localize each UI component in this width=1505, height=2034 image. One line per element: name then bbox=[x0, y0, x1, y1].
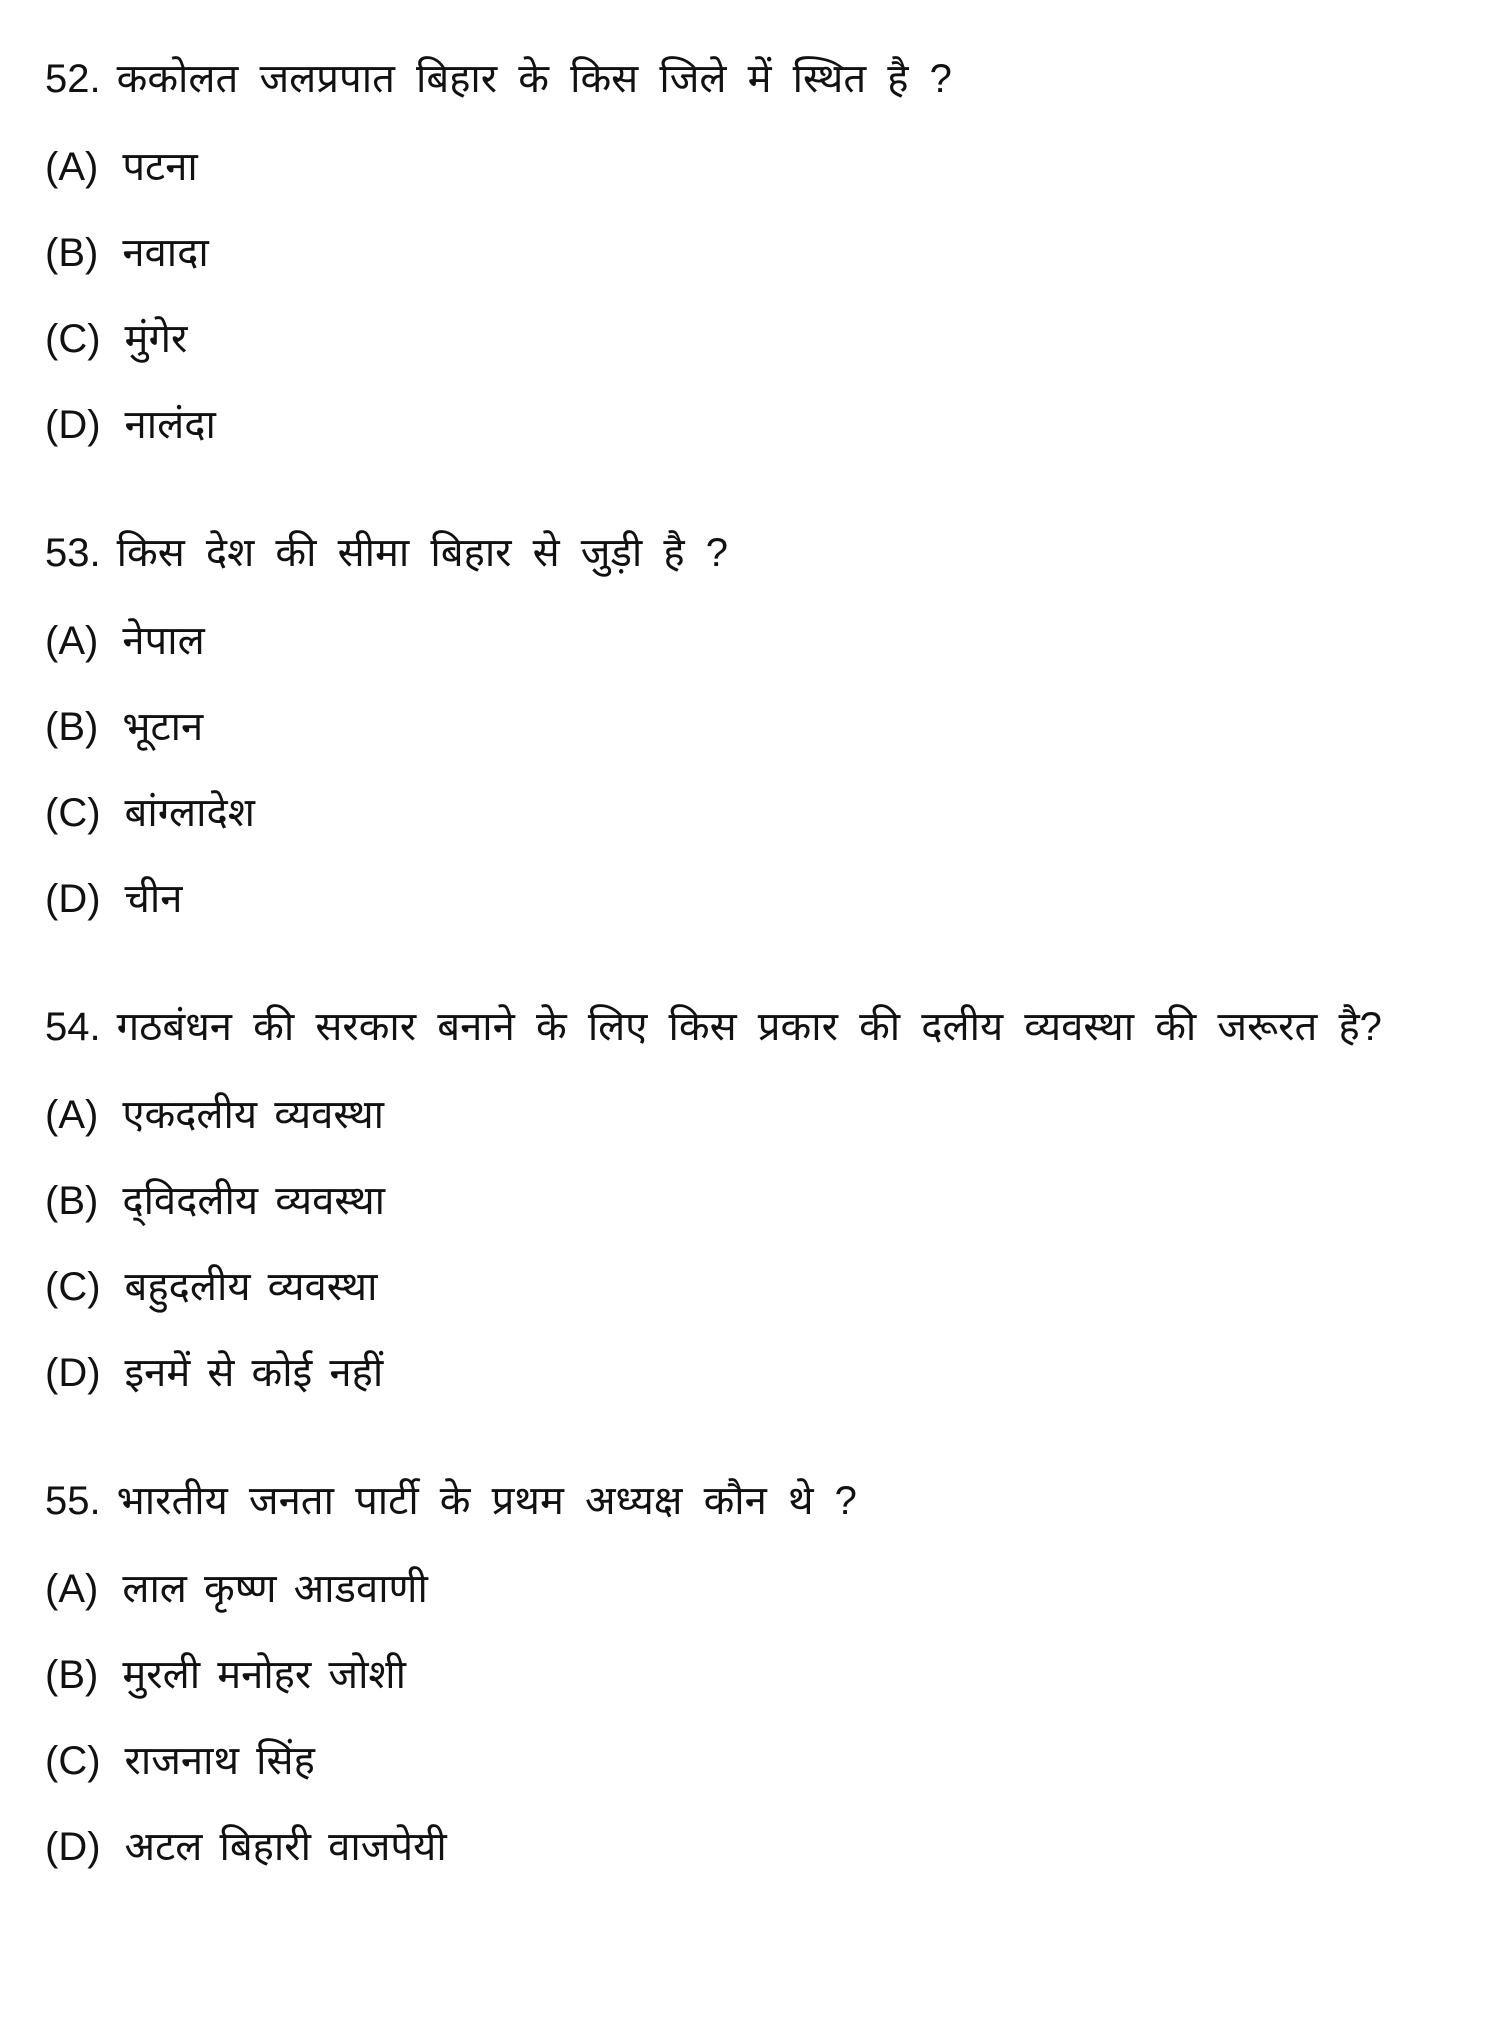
option-text: मुंगेर bbox=[124, 317, 188, 361]
option-label: (A) bbox=[45, 1093, 99, 1137]
question-block-54 bbox=[45, 1004, 1465, 1396]
option-text: राजनाथ सिंह bbox=[124, 1739, 315, 1783]
option-label: (D) bbox=[45, 403, 101, 447]
question-block-53 bbox=[45, 530, 1465, 922]
option-row bbox=[45, 1178, 1465, 1224]
option-row bbox=[45, 1652, 1465, 1698]
option-label: (A) bbox=[45, 145, 99, 189]
option-label: (D) bbox=[45, 877, 101, 921]
option-row bbox=[45, 704, 1465, 750]
option-row bbox=[45, 1738, 1465, 1784]
option-text: भूटान bbox=[122, 705, 204, 749]
option-text: चीन bbox=[124, 877, 183, 921]
option-row bbox=[45, 1824, 1465, 1870]
option-text: नालंदा bbox=[124, 403, 216, 447]
option-label: (B) bbox=[45, 231, 99, 275]
option-label: (D) bbox=[45, 1825, 101, 1869]
question-number: 53. bbox=[45, 531, 101, 575]
option-label: (D) bbox=[45, 1351, 101, 1395]
option-row bbox=[45, 1350, 1465, 1396]
option-row bbox=[45, 876, 1465, 922]
question-block-55 bbox=[45, 1478, 1465, 1870]
option-text: नेपाल bbox=[122, 619, 205, 663]
question-block-52 bbox=[45, 56, 1465, 448]
option-label: (C) bbox=[45, 1265, 101, 1309]
option-label: (C) bbox=[45, 317, 101, 361]
option-row bbox=[45, 402, 1465, 448]
option-row bbox=[45, 1092, 1465, 1138]
question-text: गठबंधन की सरकार बनाने के लिए किस प्रकार की दलीय व्यवस्था की जरूरत है? bbox=[116, 1005, 1382, 1049]
option-row bbox=[45, 618, 1465, 664]
option-label: (A) bbox=[45, 1567, 99, 1611]
option-label: (A) bbox=[45, 619, 99, 663]
question-line bbox=[45, 56, 1465, 102]
option-row bbox=[45, 230, 1465, 276]
option-text: लाल कृष्ण आडवाणी bbox=[122, 1567, 428, 1611]
question-text: किस देश की सीमा बिहार से जुड़ी है ? bbox=[116, 531, 728, 575]
option-text: द्‌विदलीय व्यवस्था bbox=[122, 1179, 386, 1223]
option-text: बांग्लादेश bbox=[124, 791, 255, 835]
option-text: पटना bbox=[122, 145, 198, 189]
option-text: एकदलीय व्यवस्था bbox=[122, 1093, 385, 1137]
option-label: (C) bbox=[45, 1739, 101, 1783]
option-text: अटल बिहारी वाजपेयी bbox=[124, 1825, 447, 1869]
option-label: (C) bbox=[45, 791, 101, 835]
option-row bbox=[45, 144, 1465, 190]
option-row bbox=[45, 1264, 1465, 1310]
option-row bbox=[45, 1566, 1465, 1612]
question-line bbox=[45, 1478, 1465, 1524]
question-text: ककोलत जलप्रपात बिहार के किस जिले में स्थित है ? bbox=[116, 57, 952, 101]
question-number: 52. bbox=[45, 57, 101, 101]
question-line bbox=[45, 530, 1465, 576]
option-label: (B) bbox=[45, 1653, 99, 1697]
option-label: (B) bbox=[45, 705, 99, 749]
question-number: 54. bbox=[45, 1005, 101, 1049]
option-text: मुरली मनोहर जोशी bbox=[122, 1653, 406, 1697]
option-row bbox=[45, 790, 1465, 836]
question-number: 55. bbox=[45, 1479, 101, 1523]
option-text: इनमें से कोई नहीं bbox=[124, 1351, 384, 1395]
option-text: बहुदलीय व्यवस्था bbox=[124, 1265, 378, 1309]
option-label: (B) bbox=[45, 1179, 99, 1223]
option-text: नवादा bbox=[122, 231, 209, 275]
question-text: भारतीय जनता पार्टी के प्रथम अध्यक्ष कौन थे ? bbox=[116, 1479, 857, 1523]
question-line bbox=[45, 1004, 1465, 1050]
option-row bbox=[45, 316, 1465, 362]
